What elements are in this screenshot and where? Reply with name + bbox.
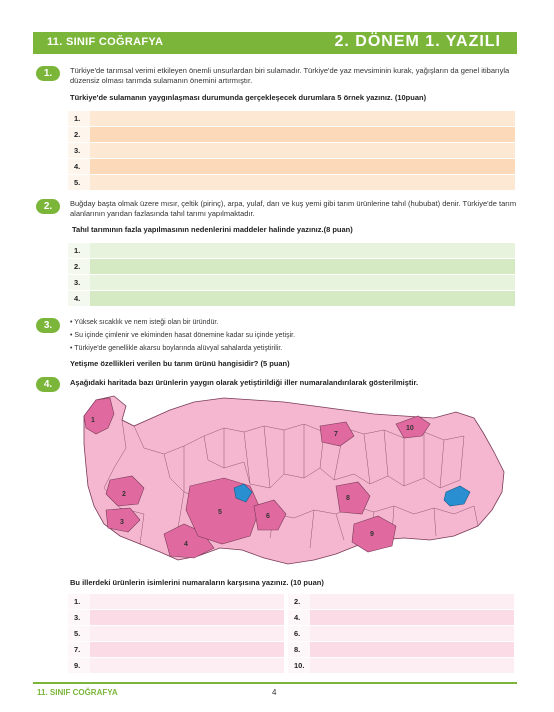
answer-row-number: 10.	[294, 661, 305, 670]
answer-row[interactable]	[68, 243, 515, 258]
question-4-badge: 4.	[36, 377, 60, 392]
answer-row[interactable]	[68, 594, 284, 609]
answer-row[interactable]	[68, 291, 515, 306]
map-label-2: 2	[122, 491, 126, 498]
answer-row-number: 2.	[294, 597, 301, 606]
map-label-4: 4	[184, 541, 188, 548]
map-label-3: 3	[120, 519, 124, 526]
answer-row[interactable]	[288, 626, 514, 641]
answer-row[interactable]	[68, 127, 515, 142]
header-bar	[33, 32, 517, 54]
answer-row-number: 4.	[74, 294, 81, 303]
question-4-prompt: Aşağıdaki haritada bazı ürünlerin yaygın olarak yetiştirildiği iller numaralandırılarak gösterilmiştir.	[70, 378, 419, 387]
answer-row[interactable]	[288, 594, 514, 609]
header-exam-title: 2. DÖNEM 1. YAZILI	[334, 33, 501, 50]
answer-row-number: 3.	[74, 146, 81, 155]
answer-row[interactable]	[68, 111, 515, 126]
map-label-10: 10	[406, 425, 414, 432]
question-3-badge: 3.	[36, 318, 60, 333]
question-1-prompt: Türkiye'de sulamanın yaygınlaşması durumunda gerçekleşecek durumlara 5 örnek yazınız. (10puan)	[70, 93, 427, 102]
answer-row[interactable]	[288, 610, 514, 625]
map-label-9: 9	[370, 531, 374, 538]
turkey-outline	[84, 396, 504, 564]
answer-row[interactable]	[288, 642, 514, 657]
question-4-sub-prompt: Bu illerdeki ürünlerin isimlerini numaraların karşısına yazınız. (10 puan)	[70, 578, 324, 587]
question-3-bullet: • Su içinde çimlenir ve ekiminden hasat dönemine kadar su içinde yetişir.	[70, 332, 296, 339]
question-2-prompt: Tahıl tarımının fazla yapılmasının nedenlerini maddeler halinde yazınız.(8 puan)	[72, 225, 353, 234]
answer-row-number: 5.	[74, 629, 81, 638]
answer-row-number: 5.	[74, 178, 81, 187]
answer-row-number: 9.	[74, 661, 81, 670]
answer-row[interactable]	[68, 159, 515, 174]
question-1-badge: 1.	[36, 66, 60, 81]
footer-course-title: 11. SINIF COĞRAFYA	[37, 688, 118, 697]
map-label-8: 8	[346, 495, 350, 502]
map-label-1: 1	[91, 417, 95, 424]
answer-row[interactable]	[68, 626, 284, 641]
map-label-7: 7	[334, 431, 338, 438]
answer-row-number: 7.	[74, 645, 81, 654]
footer-divider	[33, 682, 517, 684]
answer-row-number: 2.	[74, 130, 81, 139]
answer-row-number: 8.	[294, 645, 301, 654]
answer-row[interactable]	[68, 259, 515, 274]
answer-row[interactable]	[288, 658, 514, 673]
answer-row[interactable]	[68, 642, 284, 657]
answer-row-number: 3.	[74, 278, 81, 287]
answer-row-number: 1.	[74, 246, 81, 255]
question-2-badge: 2.	[36, 199, 60, 214]
map-label-5: 5	[218, 509, 222, 516]
answer-row-number: 3.	[74, 613, 81, 622]
answer-row[interactable]	[68, 175, 515, 190]
province-5	[186, 478, 260, 544]
answer-row-number: 1.	[74, 597, 81, 606]
question-3-bullet: • Türkiye'de genellikle akarsu boylarında alüvyal sahalarda yetiştirilir.	[70, 345, 283, 352]
question-3-bullet: • Yüksek sıcaklık ve nem isteği olan bir üründür.	[70, 319, 219, 326]
header-course-title: 11. SINIF COĞRAFYA	[47, 36, 164, 48]
answer-row-number: 6.	[294, 629, 301, 638]
page-number: 4	[272, 688, 277, 697]
turkey-province-map	[74, 388, 508, 568]
answer-row[interactable]	[68, 658, 284, 673]
question-2-text: Buğday başta olmak üzere mısır, çeltik (pirinç), arpa, yulaf, darı ve kuş yemi gibi tarım ürünlerine tahıl (hububat) denir. Türkiye'de tarım alanlarının yarıdan fazlasında tahıl tarımı yapılmaktadır.	[70, 199, 517, 218]
answer-row-number: 1.	[74, 114, 81, 123]
answer-row-number: 4.	[74, 162, 81, 171]
answer-row[interactable]	[68, 143, 515, 158]
question-3-prompt: Yetişme özellikleri verilen bu tarım ürünü hangisidir? (5 puan)	[70, 359, 290, 368]
answer-row-number: 4.	[294, 613, 301, 622]
map-label-6: 6	[266, 513, 270, 520]
question-1-text: Türkiye'de tarımsal verimi etkileyen önemli unsurlardan biri sulamadır. Türkiye'de yaz mevsiminin kurak, yağışların da genel itibarıyla düzensiz olması tarımda sulamanın önemini artırmıştır.	[70, 66, 510, 85]
answer-row-number: 2.	[74, 262, 81, 271]
answer-row[interactable]	[68, 275, 515, 290]
answer-row[interactable]	[68, 610, 284, 625]
